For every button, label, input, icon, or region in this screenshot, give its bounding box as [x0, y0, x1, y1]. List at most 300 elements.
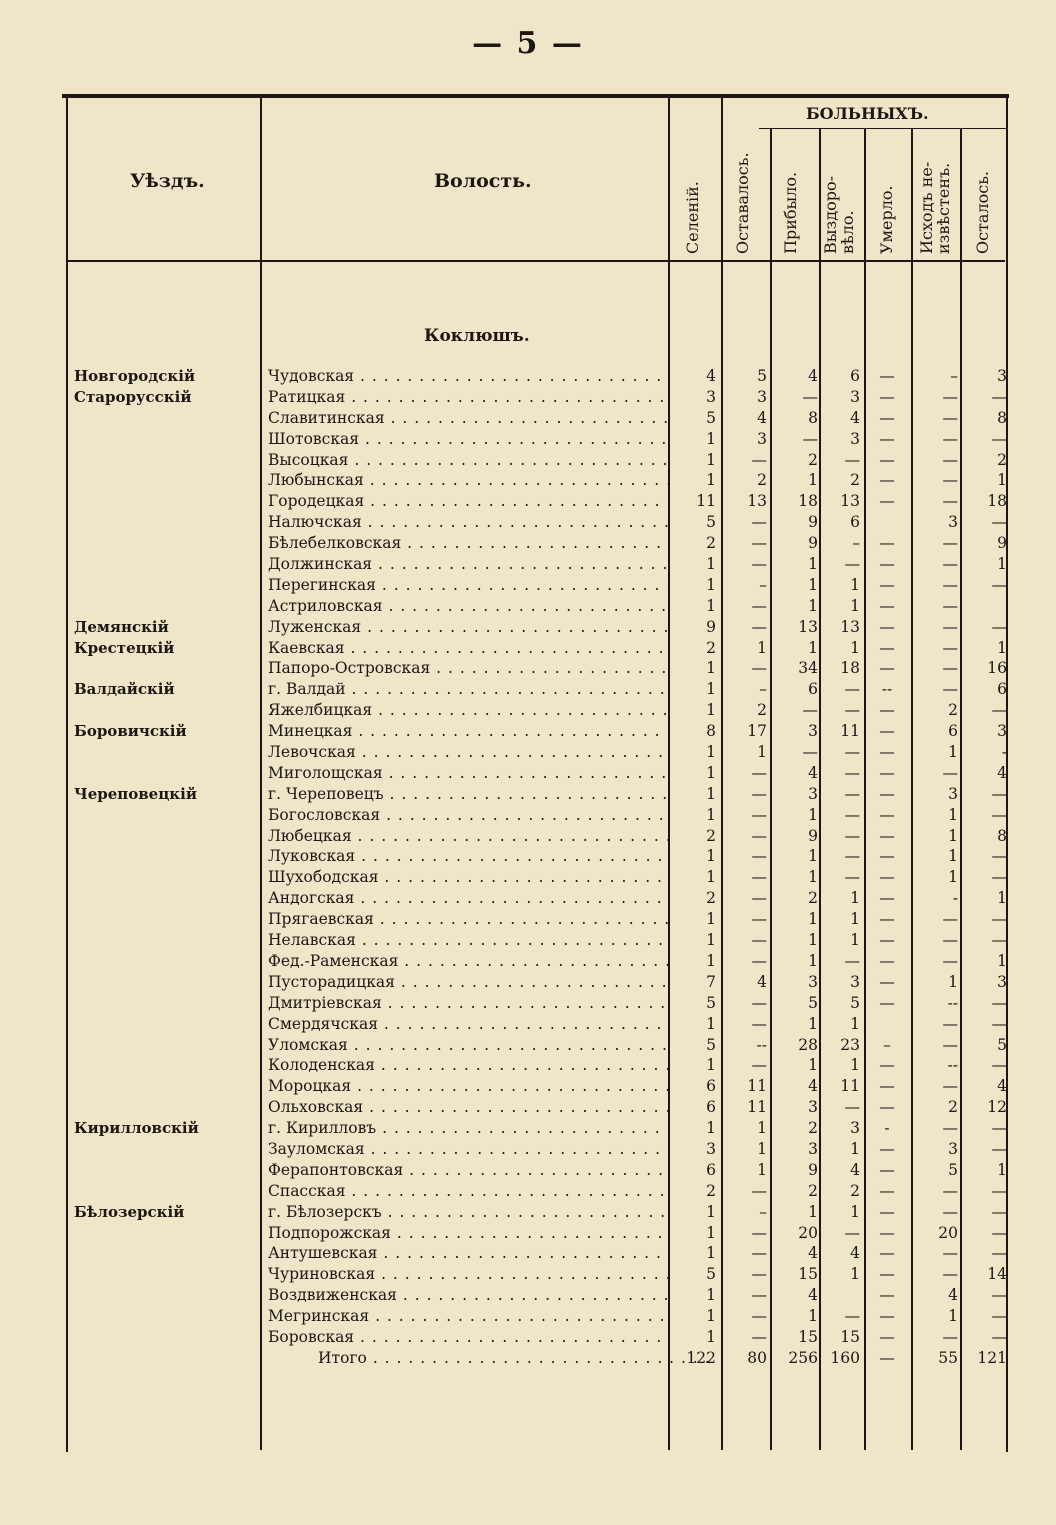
ostavalos-cell: —	[751, 513, 767, 532]
ishod-cell: 1	[948, 743, 958, 762]
ishod-cell: 1	[948, 826, 958, 845]
pribylo-cell: 1	[808, 596, 818, 615]
table-row	[54, 1181, 1009, 1202]
vyzdorovelo-cell: —	[844, 763, 860, 782]
table-row	[54, 972, 1009, 993]
table-row	[54, 1243, 1009, 1264]
ishod-cell: —	[942, 910, 958, 929]
umerlo-cell: —	[879, 1327, 895, 1346]
table-row	[54, 742, 1009, 763]
vyzdorovelo-cell: 11	[840, 1077, 860, 1096]
volost-cell: Яжелбицкая . . .	[268, 700, 668, 721]
volost-cell: г. Череповецъ . . .	[268, 784, 668, 805]
seleniy-cell: 9	[706, 617, 716, 636]
ostavalos-cell: —	[751, 889, 767, 908]
table-row	[54, 888, 1009, 909]
umerlo-cell: —	[879, 1286, 895, 1305]
ostalos-cell: 4	[997, 1077, 1007, 1096]
ishod-cell: —	[942, 1077, 958, 1096]
umerlo-cell: —	[879, 784, 895, 803]
seleniy-cell: 1	[706, 805, 716, 824]
ishod-cell: 3	[948, 784, 958, 803]
table-row	[54, 1306, 1009, 1327]
ishod-cell: —	[942, 471, 958, 490]
pribylo-cell: 1	[808, 575, 818, 594]
pribylo-cell: 20	[798, 1223, 818, 1242]
vyzdorovelo-cell: —	[844, 1307, 860, 1326]
vyzdorovelo-cell: —	[844, 701, 860, 720]
seleniy-cell: 1	[706, 680, 716, 699]
ostavalos-cell: —	[751, 1014, 767, 1033]
umerlo-cell: —	[879, 931, 895, 950]
vyzdorovelo-cell: 4	[850, 408, 860, 427]
pribylo-cell: 4	[808, 367, 818, 385]
ostavalos-cell: --	[756, 1035, 767, 1054]
statistics-table	[54, 94, 1009, 1454]
seleniy-cell: 1	[706, 910, 716, 929]
umerlo-cell: —	[879, 722, 895, 741]
table-row	[54, 512, 1009, 533]
ishod-cell: --	[947, 993, 958, 1012]
vyzdorovelo-cell: 1	[850, 910, 860, 929]
section-title: Коклюшъ.	[424, 326, 530, 346]
umerlo-cell: —	[879, 826, 895, 845]
total-pribylo: 256	[788, 1348, 818, 1367]
ishod-cell: 4	[948, 1286, 958, 1305]
pribylo-cell: 3	[808, 1139, 818, 1158]
seleniy-cell: 1	[706, 868, 716, 887]
uezd-cell: Крестецкій	[74, 638, 175, 657]
uezd-cell: Череповецкій	[74, 784, 197, 803]
table-row	[54, 387, 1009, 408]
volost-cell: Каевская . . .	[268, 638, 668, 659]
uezd-cell: Бѣлозерскій	[74, 1202, 185, 1221]
pribylo-cell: 2	[808, 450, 818, 469]
seleniy-cell: 3	[706, 387, 716, 406]
seleniy-cell: 1	[706, 1327, 716, 1346]
pribylo-cell: 2	[808, 889, 818, 908]
pribylo-cell: 3	[808, 722, 818, 741]
seleniy-cell: 7	[706, 972, 716, 991]
ishod-cell: —	[942, 596, 958, 615]
vyzdorovelo-cell: —	[844, 450, 860, 469]
pribylo-cell: 1	[808, 868, 818, 887]
umerlo-cell: —	[879, 1265, 895, 1284]
total-vyzdorovelo: 160	[830, 1348, 860, 1367]
umerlo-cell: —	[879, 408, 895, 427]
uezd-cell: Валдайскій	[74, 680, 175, 699]
seleniy-cell: 1	[706, 1223, 716, 1242]
table-row	[54, 930, 1009, 951]
volost-cell: Колоденская . . .	[268, 1055, 668, 1076]
seleniy-cell: 1	[706, 701, 716, 720]
volost-cell: Ольховская . . .	[268, 1097, 668, 1118]
seleniy-cell: 5	[706, 408, 716, 427]
table-row	[54, 596, 1009, 617]
ostavalos-cell: —	[751, 1307, 767, 1326]
ostalos-cell: —	[991, 1286, 1007, 1305]
seleniy-cell: 1	[706, 743, 716, 762]
ishod-cell: 2	[948, 1098, 958, 1117]
pribylo-cell: 34	[798, 659, 818, 678]
vyzdorovelo-cell: 1	[850, 1014, 860, 1033]
header-volost: Волость.	[434, 170, 532, 192]
ostavalos-cell: 1	[757, 638, 767, 657]
ishod-cell: —	[942, 617, 958, 636]
table-row	[54, 1035, 1009, 1056]
ishod-cell: —	[942, 1181, 958, 1200]
ishod-cell: 1	[948, 847, 958, 866]
ishod-cell: —	[942, 555, 958, 574]
ostavalos-cell: —	[751, 826, 767, 845]
ishod-cell: —	[942, 638, 958, 657]
pribylo-cell: 1	[808, 1014, 818, 1033]
ostalos-cell: —	[991, 1327, 1007, 1346]
seleniy-cell: 1	[706, 596, 716, 615]
volost-cell: Городецкая . . .	[268, 491, 668, 512]
seleniy-cell: 1	[706, 1202, 716, 1221]
umerlo-cell: —	[879, 575, 895, 594]
group-rule	[759, 128, 1006, 129]
pribylo-cell: 15	[798, 1265, 818, 1284]
table-row	[54, 1327, 1009, 1348]
seleniy-cell: 5	[706, 513, 716, 532]
ostavalos-cell: —	[751, 951, 767, 970]
pribylo-cell: 1	[808, 847, 818, 866]
ostalos-cell: —	[991, 1202, 1007, 1221]
vyzdorovelo-cell: 2	[850, 471, 860, 490]
seleniy-cell: 2	[706, 1181, 716, 1200]
ostalos-cell: 9	[997, 534, 1007, 553]
vyzdorovelo-cell: —	[844, 868, 860, 887]
ostavalos-cell: —	[751, 847, 767, 866]
ostalos-cell: —	[991, 617, 1007, 636]
ishod-cell: –	[950, 367, 958, 385]
seleniy-cell: 6	[706, 1160, 716, 1179]
ostavalos-cell: —	[751, 868, 767, 887]
ostavalos-cell: 2	[757, 471, 767, 490]
seleniy-cell: 1	[706, 763, 716, 782]
volost-cell: Ратицкая . . .	[268, 387, 668, 408]
pribylo-cell: 1	[808, 555, 818, 574]
vyzdorovelo-cell: —	[844, 743, 860, 762]
vyzdorovelo-cell: 1	[850, 1139, 860, 1158]
ostavalos-cell: —	[751, 1056, 767, 1075]
ostavalos-cell: –	[759, 575, 767, 594]
volost-cell: Прягаевская . . .	[268, 909, 668, 930]
volost-cell: Левочская . . .	[268, 742, 668, 763]
header-group-bolnyh: БОЛЬНЫХЪ.	[806, 104, 929, 123]
ishod-cell: —	[942, 1035, 958, 1054]
vyzdorovelo-cell: 5	[850, 993, 860, 1012]
table-row	[54, 1264, 1009, 1285]
volost-cell: Нелавская . . .	[268, 930, 668, 951]
ostavalos-cell: —	[751, 555, 767, 574]
ostavalos-cell: —	[751, 450, 767, 469]
ostalos-cell: 1	[997, 471, 1007, 490]
table-row	[54, 554, 1009, 575]
ostavalos-cell: —	[751, 910, 767, 929]
ostavalos-cell: 17	[747, 722, 767, 741]
umerlo-cell: —	[879, 429, 895, 448]
ostalos-cell: —	[991, 1223, 1007, 1242]
ostavalos-cell: —	[751, 617, 767, 636]
volost-cell: Дмитріевская . . .	[268, 993, 668, 1014]
seleniy-cell: 2	[706, 826, 716, 845]
vyzdorovelo-cell: 3	[850, 429, 860, 448]
ishod-cell: 6	[948, 722, 958, 741]
ostalos-cell: —	[991, 868, 1007, 887]
volost-cell: Пусторадицкая . . .	[268, 972, 668, 993]
umerlo-cell: —	[879, 555, 895, 574]
vyzdorovelo-cell: 1	[850, 1056, 860, 1075]
vyzdorovelo-cell: 11	[840, 722, 860, 741]
ostalos-cell: -	[1001, 743, 1007, 762]
pribylo-cell: 2	[808, 1119, 818, 1138]
umerlo-cell: —	[879, 659, 895, 678]
pribylo-cell: 4	[808, 1244, 818, 1263]
table-row	[54, 763, 1009, 784]
pribylo-cell: 1	[808, 931, 818, 950]
pribylo-cell: 1	[808, 1056, 818, 1075]
ostalos-cell: —	[991, 1014, 1007, 1033]
ostalos-cell: 1	[997, 951, 1007, 970]
volost-cell: Миголощская . . .	[268, 763, 668, 784]
table-row	[54, 658, 1009, 679]
pribylo-cell: 3	[808, 972, 818, 991]
ostalos-cell: 3	[997, 722, 1007, 741]
ostalos-cell: 2	[997, 450, 1007, 469]
seleniy-cell: 1	[706, 931, 716, 950]
vyzdorovelo-cell: 2	[850, 1181, 860, 1200]
ostalos-cell: —	[991, 1139, 1007, 1158]
volost-cell: Мороцкая . . .	[268, 1076, 668, 1097]
table-row	[54, 575, 1009, 596]
umerlo-cell: —	[879, 868, 895, 887]
table-row	[54, 909, 1009, 930]
volost-cell: Чудовская . . .	[268, 366, 668, 387]
ishod-cell: —	[942, 659, 958, 678]
ostavalos-cell: 13	[747, 492, 767, 511]
volost-cell: Смердячская . . .	[268, 1014, 668, 1035]
ostalos-cell: —	[991, 910, 1007, 929]
ostavalos-cell: 3	[757, 387, 767, 406]
ostavalos-cell: 1	[757, 1119, 767, 1138]
seleniy-cell: 1	[706, 847, 716, 866]
ostavalos-cell: —	[751, 763, 767, 782]
total-ostalos: 121	[977, 1348, 1007, 1367]
volost-cell: г. Валдай . . .	[268, 679, 668, 700]
umerlo-cell: —	[879, 1307, 895, 1326]
ostalos-cell: —	[991, 1119, 1007, 1138]
vyzdorovelo-cell: 13	[840, 617, 860, 636]
umerlo-cell: —	[879, 763, 895, 782]
volost-cell: Астриловская . . .	[268, 596, 668, 617]
pribylo-cell: 9	[808, 826, 818, 845]
umerlo-cell: —	[879, 743, 895, 762]
table-row	[54, 491, 1009, 512]
table-row	[54, 450, 1009, 471]
ostalos-cell: 3	[997, 367, 1007, 385]
ishod-cell: —	[942, 1265, 958, 1284]
volost-cell: Фед.-Раменская . . .	[268, 951, 668, 972]
pribylo-cell: 4	[808, 1286, 818, 1305]
umerlo-cell: —	[879, 847, 895, 866]
vyzdorovelo-cell: —	[844, 805, 860, 824]
ishod-cell: —	[942, 492, 958, 511]
volost-cell: Ферапонтовская . . .	[268, 1160, 668, 1181]
vyzdorovelo-cell: 1	[850, 638, 860, 657]
ostalos-cell: 18	[987, 492, 1007, 511]
table-row	[54, 679, 1009, 700]
vyzdorovelo-cell: 1	[850, 596, 860, 615]
ostalos-cell: 8	[997, 826, 1007, 845]
vyzdorovelo-cell: —	[844, 555, 860, 574]
ostavalos-cell: 4	[757, 408, 767, 427]
ostavalos-cell: 3	[757, 429, 767, 448]
table-row	[54, 1223, 1009, 1244]
seleniy-cell: 1	[706, 659, 716, 678]
ostalos-cell: 3	[997, 972, 1007, 991]
vyzdorovelo-cell: –	[852, 534, 860, 553]
ostavalos-cell: –	[759, 1202, 767, 1221]
pribylo-cell: 28	[798, 1035, 818, 1054]
volost-cell: Богословская . . .	[268, 805, 668, 826]
total-umerlo: —	[879, 1348, 895, 1367]
umerlo-cell: —	[879, 1139, 895, 1158]
seleniy-cell: 11	[696, 492, 716, 511]
vyzdorovelo-cell: 18	[840, 659, 860, 678]
ostalos-cell: 6	[997, 680, 1007, 699]
seleniy-cell: 5	[706, 1035, 716, 1054]
vyzdorovelo-cell: 13	[840, 492, 860, 511]
vyzdorovelo-cell: —	[844, 1223, 860, 1242]
ostavalos-cell: —	[751, 931, 767, 950]
umerlo-cell: —	[879, 889, 895, 908]
vyzdorovelo-cell: 15	[840, 1327, 860, 1346]
header-umerlo: Умерло.	[877, 185, 896, 254]
umerlo-cell: —	[879, 951, 895, 970]
ostalos-cell: 14	[987, 1265, 1007, 1284]
uezd-cell: Демянскій	[74, 617, 169, 636]
ostavalos-cell: 11	[747, 1098, 767, 1117]
umerlo-cell: —	[879, 471, 895, 490]
ishod-cell: 3	[948, 1139, 958, 1158]
volost-cell: Луженская . . .	[268, 617, 668, 638]
ishod-cell: —	[942, 763, 958, 782]
header-ostalos: Осталось.	[973, 170, 992, 254]
table-body	[54, 366, 1009, 1369]
ostavalos-cell: –	[759, 680, 767, 699]
pribylo-cell: 5	[808, 993, 818, 1012]
total-ostavalos: 80	[747, 1348, 767, 1367]
ostalos-cell: 8	[997, 408, 1007, 427]
pribylo-cell: —	[802, 387, 818, 406]
umerlo-cell: --	[881, 680, 893, 699]
umerlo-cell: —	[879, 596, 895, 615]
seleniy-cell: 1	[706, 450, 716, 469]
header-vyzdorovelo: Выздоро-вѣло.	[821, 176, 857, 254]
umerlo-cell: —	[879, 993, 895, 1012]
pribylo-cell: —	[802, 743, 818, 762]
seleniy-cell: 6	[706, 1098, 716, 1117]
table-row	[54, 1285, 1009, 1306]
vyzdorovelo-cell: 1	[850, 931, 860, 950]
table-row	[54, 1118, 1009, 1139]
pribylo-cell: 4	[808, 1077, 818, 1096]
ishod-cell: —	[942, 408, 958, 427]
ishod-cell: —	[942, 1119, 958, 1138]
vyzdorovelo-cell: —	[844, 951, 860, 970]
pribylo-cell: 1	[808, 1307, 818, 1326]
volost-cell: Чуриновская . . .	[268, 1264, 668, 1285]
ostavalos-cell: 1	[757, 1160, 767, 1179]
header-ostavalos: Оставалось.	[733, 152, 752, 254]
ostavalos-cell: —	[751, 1244, 767, 1263]
ostalos-cell: —	[991, 931, 1007, 950]
table-row	[54, 1055, 1009, 1076]
ostalos-cell: —	[991, 1307, 1007, 1326]
umerlo-cell: —	[879, 1181, 895, 1200]
ostalos-cell: —	[991, 701, 1007, 720]
ostavalos-cell: —	[751, 1223, 767, 1242]
volost-cell: Славитинская . . .	[268, 408, 668, 429]
vyzdorovelo-cell: 6	[850, 513, 860, 532]
umerlo-cell: —	[879, 1244, 895, 1263]
volost-cell: Любецкая . . .	[268, 826, 668, 847]
pribylo-cell: 9	[808, 513, 818, 532]
ostalos-cell: 12	[987, 1098, 1007, 1117]
ishod-cell: —	[942, 534, 958, 553]
ishod-cell: —	[942, 951, 958, 970]
vyzdorovelo-cell: 23	[840, 1035, 860, 1054]
table-row	[54, 638, 1009, 659]
ishod-cell: —	[942, 680, 958, 699]
table-row	[54, 470, 1009, 491]
pribylo-cell: 13	[798, 617, 818, 636]
volost-cell: Воздвиженская . . .	[268, 1285, 668, 1306]
uezd-cell: Новгородскій	[74, 367, 196, 385]
seleniy-cell: 2	[706, 638, 716, 657]
ostavalos-cell: —	[751, 1327, 767, 1346]
pribylo-cell: 18	[798, 492, 818, 511]
volost-cell: Любынская . . .	[268, 470, 668, 491]
table-row	[54, 700, 1009, 721]
vyzdorovelo-cell: —	[844, 1098, 860, 1117]
volost-cell: Налючская . . .	[268, 512, 668, 533]
seleniy-cell: 4	[706, 367, 716, 385]
pribylo-cell: 3	[808, 784, 818, 803]
ostalos-cell: —	[991, 1181, 1007, 1200]
total-ishod: 55	[938, 1348, 958, 1367]
uezd-cell: Боровичскій	[74, 722, 187, 741]
umerlo-cell: —	[879, 492, 895, 511]
volost-cell: Андогская . . .	[268, 888, 668, 909]
pribylo-cell: 15	[798, 1327, 818, 1346]
ostavalos-cell: 5	[757, 367, 767, 385]
ostalos-cell: —	[991, 575, 1007, 594]
ishod-cell: 1	[948, 972, 958, 991]
volost-cell: Антушевская . . .	[268, 1243, 668, 1264]
table-row	[54, 1014, 1009, 1035]
ostalos-cell: 1	[997, 555, 1007, 574]
volost-cell: Боровская . . .	[268, 1327, 668, 1348]
pribylo-cell: 2	[808, 1181, 818, 1200]
ostalos-cell: —	[991, 993, 1007, 1012]
seleniy-cell: 5	[706, 993, 716, 1012]
seleniy-cell: 8	[706, 722, 716, 741]
ostalos-cell: —	[991, 847, 1007, 866]
